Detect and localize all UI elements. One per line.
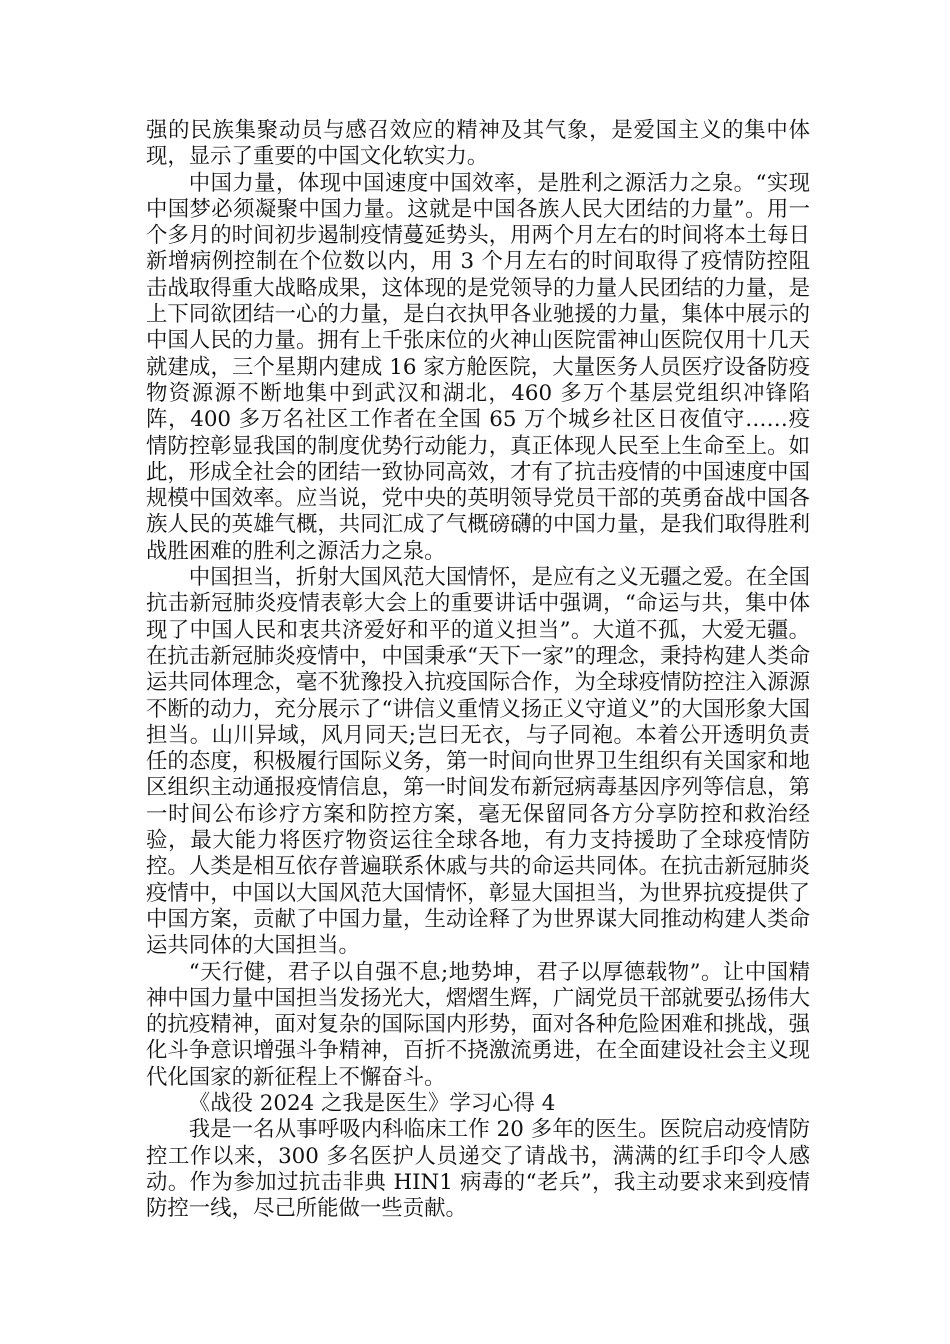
paragraph-doctor-intro: 我是一名从事呼吸内科临床工作 20 多年的医生。医院启动疫情防控工作以来，300 多名医护人员递交了请战书，满满的红手印令人感动。作为参加过抗击非典 HIN1 病毒的“老兵”，我主动要求来到疫情防控一线，尽己所能做一些贡献。	[146, 1117, 810, 1222]
paragraph-closing-quote: “天行健，君子以自强不息;地势坤，君子以厚德载物”。让中国精神中国力量中国担当发扬光大，熠熠生辉，广阔党员干部就要弘扬伟大的抗疫精神，面对复杂的国际国内形势，面对各种危险困难和挑战，强化斗争意识增强斗争精神，百折不挠激流勇进，在全面建设社会主义现代化国家的新征程上不懈奋斗。	[146, 959, 810, 1090]
document-body	[146, 118, 810, 1222]
paragraph-china-strength: 中国力量，体现中国速度中国效率，是胜利之源活力之泉。“实现中国梦必须凝聚中国力量。这就是中国各族人民大团结的力量”。用一个多月的时间初步遏制疫情蔓延势头，用两个月左右的时间将本土每日新增病例控制在个位数以内，用 3 个月左右的时间取得了疫情防控阻击战取得重大战略成果，这体现的是党领导的力量人民团结的力量，是上下同欲团结一心的力量，是白衣执甲各业驰援的力量，集体中展示的中国人民的力量。拥有上千张床位的火神山医院雷神山医院仅用十几天就建成，三个星期内建成 16 家方舱医院，大量医务人员医疗设备防疫物资源源不断地集中到武汉和湖北，460 多万个基层党组织冲锋陷阵，400 多万名社区工作者在全国 65 万个城乡社区日夜值守……疫情防控彰显我国的制度优势行动能力，真正体现人民至上生命至上。如此，形成全社会的团结一致协同高效，才有了抗击疫情的中国速度中国规模中国效率。应当说，党中央的英明领导党员干部的英勇奋战中国各族人民的英雄气概，共同汇成了气概磅礴的中国力量，是我们取得胜利战胜困难的胜利之源活力之泉。	[146, 170, 810, 564]
paragraph-china-responsibility: 中国担当，折射大国风范大国情怀，是应有之义无疆之爱。在全国抗击新冠肺炎疫情表彰大会上的重要讲话中强调，“命运与共，集中体现了中国人民和衷共济爱好和平的道义担当”。大道不孤，大爱无疆。在抗击新冠肺炎疫情中，中国秉承“天下一家”的理念，秉持构建人类命运共同体理念，毫不犹豫投入抗疫国际合作，为全球疫情防控注入源源不断的动力，充分展示了“讲信义重情义扬正义守道义”的大国形象大国担当。山川异域，风月同天;岂曰无衣，与子同袍。本着公开透明负责任的态度，积极履行国际义务，第一时间向世界卫生组织有关国家和地区组织主动通报疫情信息，第一时间发布新冠病毒基因序列等信息，第一时间公布诊疗方案和防控方案，毫无保留同各方分享防控和救治经验，最大能力将医疗物资运往全球各地，有力支持援助了全球疫情防控。人类是相互依存普遍联系休戚与共的命运共同体。在抗击新冠肺炎疫情中，中国以大国风范大国情怀，彰显大国担当，为世界抗疫提供了中国方案，贡献了中国力量，生动诠释了为世界谋大同推动构建人类命运共同体的大国担当。	[146, 565, 810, 959]
section-heading: 《战役 2024 之我是医生》学习心得 4	[188, 1090, 556, 1116]
paragraph-continuation: 强的民族集聚动员与感召效应的精神及其气象，是爱国主义的集中体现，显示了重要的中国文化软实力。	[146, 118, 810, 170]
